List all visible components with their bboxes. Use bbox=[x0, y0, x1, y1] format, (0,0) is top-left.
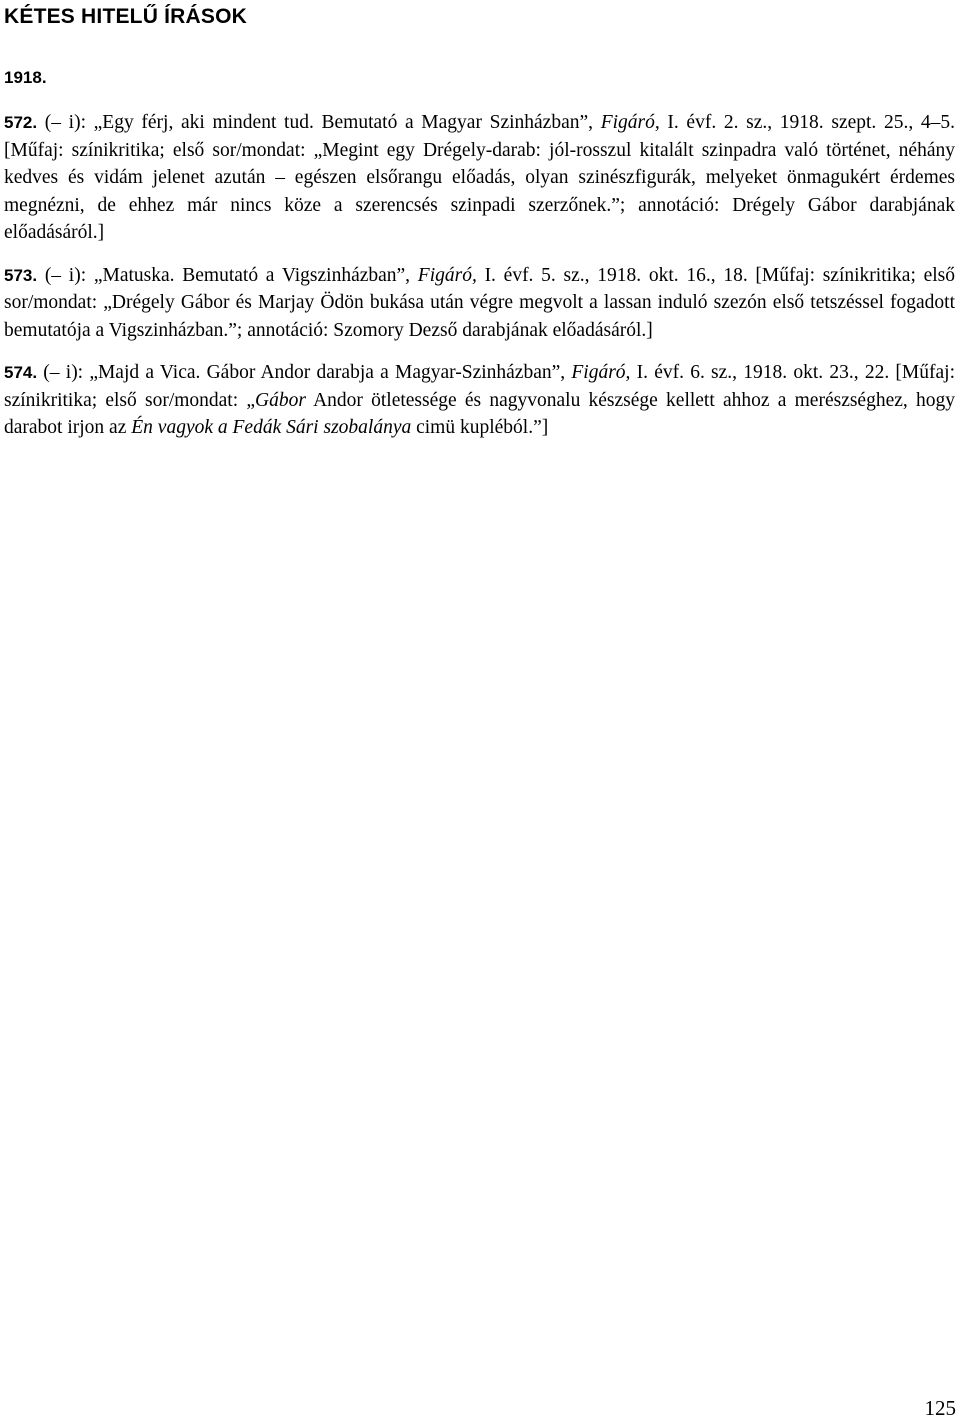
entry-text: Andor ötletessége és nagyvonalu készsége kellett ahhoz a merészséghez, hogy darabot irjon az bbox=[4, 389, 955, 438]
journal-title: Figáró, bbox=[571, 362, 631, 383]
entry-text: I. évf. 6. sz., 1918. okt. 23., 22. [Műfaj: színikritika; első sor/mondat: „ bbox=[4, 362, 955, 411]
entry-number: 573. bbox=[4, 265, 38, 285]
page-title: KÉTES HITELŰ ÍRÁSOK bbox=[4, 5, 247, 28]
entry-text: I. évf. 5. sz., 1918. okt. 16., 18. [Műfaj: színikritika; első sor/mondat: „Drégely Gábor és Marjay Ödön bukása után végre megvolt a lassan induló szezón első tetszéssel fogadott bemutatója a Vigszinházban.”; annotáció: Szomory Dezső darabjának előadásáról.] bbox=[4, 264, 955, 341]
entry-number: 574. bbox=[4, 363, 38, 382]
bibliography-entry-573 bbox=[4, 262, 955, 345]
year-heading: 1918. bbox=[4, 68, 47, 87]
entry-text: (– i): „Majd a Vica. Gábor Andor darabja a Magyar-Szinházban”, bbox=[37, 362, 572, 383]
journal-title: Figáró, bbox=[600, 112, 660, 133]
journal-title: Figáró, bbox=[417, 264, 477, 286]
work-title-italic: Én vagyok a Fedák Sári szobalánya bbox=[131, 417, 412, 438]
author-name-italic: Gábor bbox=[255, 389, 306, 411]
entry-text: (– i): „Egy férj, aki mindent tud. Bemutató a Magyar Szinházban”, bbox=[37, 112, 601, 133]
entry-text: I. évf. 2. sz., 1918. szept. 25., 4–5. [Műfaj: színikritika; első sor/mondat: „Megint egy Drégely-darab: jól-rosszul kitalált szinpadra való történet, néhány kedves és vidám jelenet azután – egészen elsőrangu előadás, olyan szinészfigurák, melyeket önmagukért érdemes megnézni, de ehhez már nincs köze a szerencsés szinpadi szerzőnek.”; annotáció: Drégely Gábor darabjának előadásáról.] bbox=[4, 112, 955, 243]
entry-text: (– i): „Matuska. Bemutató a Vigszinházban”, bbox=[37, 264, 418, 286]
bibliography-entry-572 bbox=[4, 109, 955, 247]
entry-text: cimü kupléból.”] bbox=[411, 417, 549, 438]
entry-number: 572. bbox=[4, 113, 38, 132]
document-page bbox=[4, 0, 955, 442]
bibliography-entry-574 bbox=[4, 359, 955, 442]
page-number: 125 bbox=[924, 1396, 956, 1420]
